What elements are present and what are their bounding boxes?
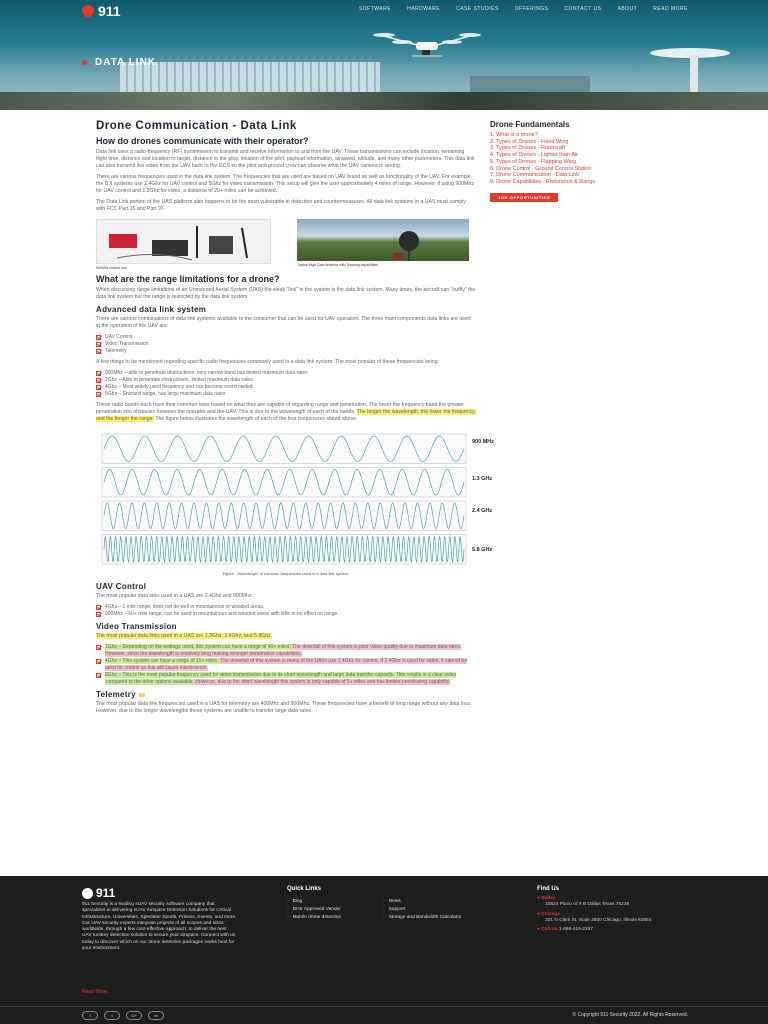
sidebar-item-ground-control[interactable]: 6. Drone Control - Ground Control Station [490,165,592,172]
list-item: 8Ghz – This is the most popular frequency used for video transmission due to its short wavelength and large data transfer capacity. This results in a clear video compared to the other options available. However, due to the short wavelength this system is only capable of 5+ miles and has limited penetrating capability. [96,672,476,686]
nav-offerings[interactable]: OFFERINGS [514,6,549,12]
footer-logo-pin-icon [82,888,93,899]
nav-software[interactable]: SOFTWARE [358,6,392,12]
main-content [96,120,495,719]
list-item: 2Ghz – Able to penetrate obstructions, limited maximum data rates [96,377,476,384]
location-pin-icon: ● Dallas [537,896,556,901]
video-list [96,644,476,686]
arrow-icon: › [383,899,385,904]
figure-antenna [297,219,469,270]
control-unit-illustration [97,220,272,265]
quick-links-heading: Quick Links [287,886,322,892]
checkbox-icon [96,605,101,610]
paragraph-vulnerable: The Data Link portion of the UAS platform also happens to be the most vulnerable in detection and countermeasures. All data link systems in a UAS must comply with FCC Part 15 and Part 97. [96,199,466,212]
sidebar-item-lighter-than-air[interactable]: 4. Types of Drones - Lighter than Air [490,152,578,159]
hero-dot-icon [82,60,87,65]
control-unit-image [96,219,271,264]
list-item: 4Ghz – Most widely used frequency and can become overcrowded [96,384,476,391]
checkbox-icon [96,612,101,617]
footer-link-mobile-detection[interactable]: › Mobile drone detection [287,915,342,920]
wave-series-0 [102,434,466,464]
footer-bottom-bar [0,1006,768,1024]
sidebar-item-fixed-wing[interactable]: 2. Types of Drones - Fixed Wing [490,138,569,145]
arrow-icon: › [287,899,289,904]
footer-read-more-link[interactable]: Read More... [82,989,111,995]
hero-title [82,57,156,68]
wave-label-5-8ghz: 5.8 GHz [472,547,493,553]
section-heading-telemetry: Telemetry [96,690,476,699]
checkbox-icon [96,349,101,354]
nav-hardware[interactable]: HARDWARE [407,6,441,12]
list-item: Telemetry [96,348,476,355]
sidebar-item-capabilities[interactable]: 8. Drone Capabilities - Endurance & Range [490,178,596,185]
footer-link-support[interactable]: › Support [383,907,406,912]
wave-series-2 [102,501,466,531]
sidebar-item-rotorcraft[interactable]: 3. Types of Drones - Rotorcraft [490,145,566,152]
list-item: 4Ghz – 1 mile range, does not do well in mountainous or wooded areas. [96,604,476,611]
section-heading-range: What are the range limitations for a drone? [96,274,280,284]
job-opportunities-button[interactable]: JOB OPPORTUNITIES [490,193,558,202]
wave-label-2-4ghz: 2.4 GHz [472,508,493,514]
sidebar [490,120,680,204]
google-plus-icon[interactable]: G+ [126,1011,142,1020]
paragraph-wavelength: These radio bands each have their common uses based on what they are capable of regarding range and penetration. The lower the frequency band the greater penetration into obstacles between the operator and the UAV. This is due to the wavelength of each of the bands. The longer the wavelength, the lower the frequency, and the longer the range. The figure below illustrates the wavelength of each of the four frequencies stated above. [96,402,476,422]
wave-series-3 [102,535,466,565]
components-list [96,334,476,355]
checkbox-icon [96,342,101,347]
wavelength-chart-caption: Figure - Wavelength of common frequencies used in a data link system. [222,571,350,576]
checkbox-icon [96,392,101,397]
list-item: 1Ghz – Depending on the wattage used, this system can have a range of 40+ miles. The downfall of this system is poor video quality due to maximum data rates. However, since the wavelength is relatively long making stronger penetration capabilities. [96,644,476,658]
footer-link-dhs[interactable]: › DHS Approved Vendor [287,907,341,912]
checkbox-icon [96,645,101,650]
note-icon [139,693,145,697]
paragraph-frequencies: There are various frequencies used in the data link system. The frequencies that are used are based on UAV brand as well as functionality of the UAV. For example, the DJI systems use 2.4Ghz for UAV control and 5Ghz for video transmission. This setup will give the user approximately 4 miles of range. However, if using 900Mhz for UAV control and 1.3Ghz for video, a distance of 20+ miles can be achieved. [96,174,474,194]
nav-case-studies[interactable]: CASE STUDIES [456,6,499,12]
arrow-icon: › [383,915,385,920]
arrow-icon: › [287,907,289,912]
paragraph-range: When discussing range limitations of an Unmanned Aerial System (UAS) the weak "link" in the system is the data link system. Many times, the aircraft can "outfly" the data link system but the range is restricted by the data link system. [96,287,476,300]
paragraph-uav-control: The most popular data links used in a UAS are 2.4Ghz and 900Mhz. [96,593,253,599]
figure-control-unit [96,219,271,270]
footer [0,876,768,1024]
hero-banner [0,0,768,110]
social-links [82,1011,164,1020]
hero-title-text: DATA LINK [95,57,157,68]
sidebar-item-flapping-wing[interactable]: 5. Types of Drones - Flapping Wing [490,158,577,165]
figure-caption-control-unit: 900Mhz control unit [96,266,127,270]
footer-link-news[interactable]: › News [383,899,401,904]
dallas-address: 10824 Plano rd # B Dallas Texas 75238 [545,902,630,908]
section-heading-advanced: Advanced data link system [96,305,207,314]
list-item: 900Mhz – 60+ mile range, can be used in mountainous and wooded areas with little to no effect on range. [96,611,476,618]
find-us-heading: Find Us [537,886,559,892]
main-menu [359,6,688,12]
footer-link-blog[interactable]: › Blog [287,899,303,904]
section-heading-uav-control: UAV Control [96,582,147,591]
uav-control-list [96,604,476,618]
wavelength-chart-svg [96,429,470,569]
logo-pin-icon [82,5,94,17]
chicago-address: 321 N Clark St, Suite 2500 Chicago, Illinois 60654 [545,917,652,923]
wave-label-900mhz: 900 MHz [472,439,495,445]
footer-logo[interactable]: 911 [82,886,115,900]
list-item: Video Transmission [96,341,476,348]
list-item: 4Ghz – This system can have a range of 15+ miles. The downfall of this system is many of the UAVs use 2.4Ghz for control. If 2.4Ghz is used for video, it cannot be used for control as this will cause interference. [96,658,476,672]
paragraph-telemetry: The most popular data link frequencies used in a UAS for telemetry are 400Mhz and 900Mhz. These frequencies have a benefit of long range without any data loss. However, due to the longer wavelengths these systems are unable to transfer large data rates. [96,701,472,714]
phone-number: 1-866-419-2267 [558,927,593,933]
footer-about-text: 911 Security is a leading sUAV security software company that specializes in delivering sUAV Airspace Detection Solutions for Critical Infrastructure, Universities, Spectator Sports, Prisons, Events, and more. Our UAV security experts integrate projects of all scopes and sizes worldwide, through a few cost-effective approach, to deliver the best UAV turnkey detection solution to secure your airspace. Connect with us today to discover which on our drone detection packages works best for your environment. [82,902,237,952]
linkedin-icon[interactable]: in [148,1011,164,1020]
phone-icon: ● Call Us [537,927,558,933]
checkbox-icon [96,378,101,383]
arrow-icon: › [383,907,385,912]
paragraph-components: There are various combinations of data link systems available to the consumer that can be used for UAV operation. The three main components data links are used in the operation of the UAV are: [96,316,471,329]
wave-label-1-3ghz: 1.3 GHz [472,476,493,482]
sidebar-title: Drone Fundamentals [490,120,570,129]
checkbox-icon [96,659,101,664]
site-logo[interactable] [82,3,121,19]
nav-about[interactable]: ABOUT [617,6,638,12]
paragraph-video: The most popular data links used in a UAS are 1.3Ghz, 2.4Ghz, and 5.8Ghz. [96,633,273,639]
sidebar-item-data-link[interactable]: 7. Drone Communication - Data Link [490,172,579,179]
paragraph-datalink-intro: Data link uses a radio-frequency (RF) transmission to transmit and receive information to and from the UAV. These transmissions can include location, remaining flight time, distance and location to target, distance to the pilot, location of the pilot, payload information, airspeed, altitude, and many other parameters. This data link can also transmit live video from the UAV back to the GCS so the pilot and ground crew can observe what the UAV camera is seeing. [96,149,475,169]
figure-caption-antenna: Typical High Gain Antenna with Tracking capabilities [297,263,378,267]
trees-strip [0,92,768,110]
nav-contact-us[interactable]: CONTACT US [564,6,602,12]
page-title: Drone Communication - Data Link [96,120,297,132]
checkbox-icon [96,371,101,376]
quick-links-col-1 [287,899,367,923]
highlight-wavelength: The longer the wavelength, the lower the frequency, and the longer the range. [96,409,476,422]
list-item: 8Ghz – Shortest range, has large maximum data rates [96,391,476,398]
sidebar-item-what-is-drone[interactable]: 1. What is a drone? [490,132,538,138]
location-pin-icon: ● Chicago [537,911,561,917]
checkbox-icon [96,335,101,340]
sidebar-list [490,132,680,186]
frequency-list [96,370,476,398]
call-us[interactable] [537,927,697,933]
wave-series-1 [102,468,466,498]
checkbox-icon [96,673,101,678]
figure-row [96,219,476,270]
arrow-icon: › [287,915,289,920]
list-item: 900Mhz – able to penetrate obstructions, very narrow band has limited maximum data rates [96,370,476,377]
antenna-image [297,219,469,261]
wavelength-chart [96,429,495,569]
quick-links-col-2 [383,899,463,923]
top-nav [0,0,768,20]
checkbox-icon [96,385,101,390]
twitter-icon[interactable]: t [104,1011,120,1020]
footer-link-calculator[interactable]: › Storage and Bandwidth Calculator [383,915,462,920]
section-heading-video: Video Transmission [96,622,177,631]
facebook-icon[interactable]: f [82,1011,98,1020]
logo-text: 911 [98,3,121,19]
list-item: UAV Control [96,334,476,341]
drone-icon [372,30,482,58]
antenna-illustration [297,219,469,261]
section-heading-communicate: How do drones communicate with their operator? [96,136,309,146]
find-us-block [537,896,697,933]
nav-read-more[interactable]: READ MORE [653,6,688,12]
copyright-text: © Copyright 911 Security 2022. All Rights Reserved. [572,1012,688,1018]
paragraph-frequency-intro: A few things to be mentioned regarding specific radio frequencies commonly used in a data link system. The most popular of these frequencies being: [96,359,440,365]
